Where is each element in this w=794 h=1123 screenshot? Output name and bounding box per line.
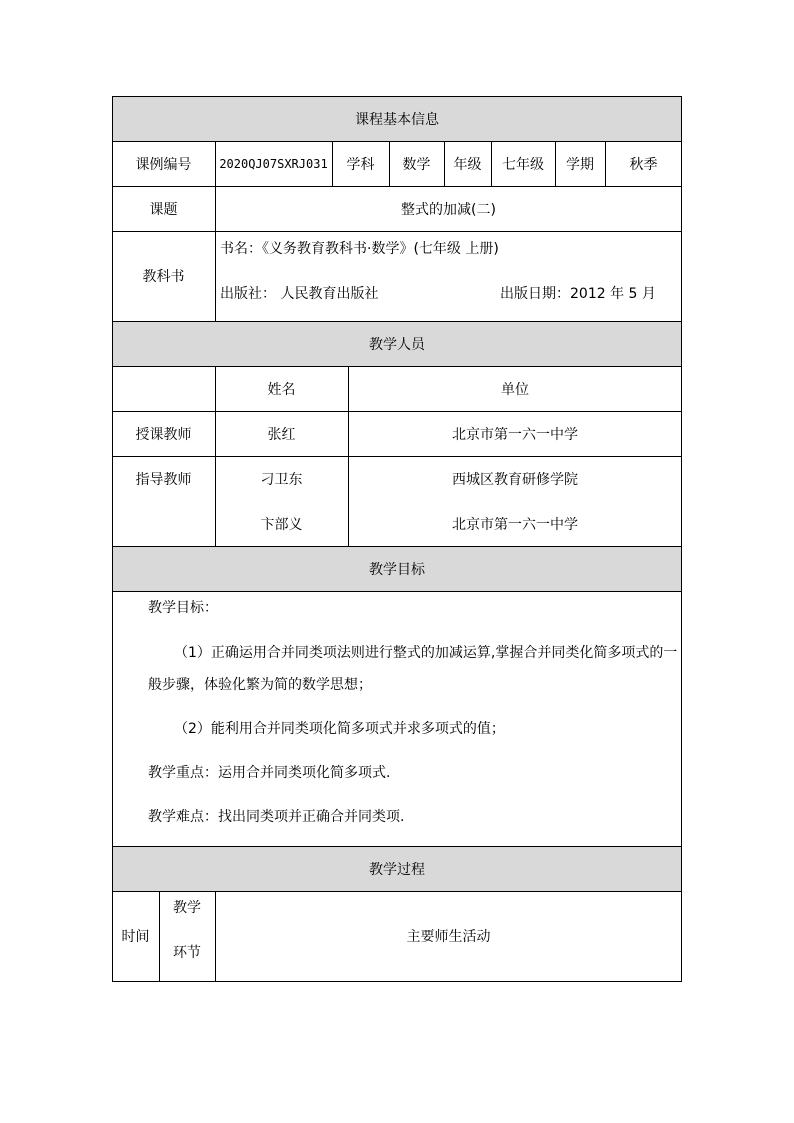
goals-header [112,546,682,591]
guide2-name: 卞部义 [260,516,303,533]
stage-col-header-line1: 教学 [173,900,201,916]
grid-line [112,456,682,457]
grade-value: 七年级 [502,156,544,173]
teacher-name: 张红 [267,426,296,443]
grid-line [112,96,113,982]
grid-line [389,141,390,186]
grid-line [112,231,682,232]
publisher: 出版社： 人民教育出版社 [220,286,379,302]
publish-date: 出版日期：2012 年 5 月 [500,286,656,302]
grid-line [348,366,349,546]
guide1-name: 刁卫东 [260,471,303,488]
guide2-unit: 北京市第一六一中学 [452,516,578,533]
goal2: （2）能利用合并同类项化简多项式并求多项式的值； [174,721,505,737]
grid-line [112,846,682,847]
lesson-info-table [112,96,682,982]
grade-label: 年级 [453,156,482,173]
teacher-label: 授课教师 [135,426,192,443]
grid-line [215,891,216,981]
staff-name-col-header: 姓名 [267,381,296,398]
subject-label: 学科 [346,156,375,173]
grid-line [112,141,682,142]
staff-header [112,321,682,366]
key-point: 教学重点：运用合并同类项化简多项式. [148,765,391,781]
grid-line [112,591,682,592]
grid-line [112,366,682,367]
guide1-unit: 西城区教育研修学院 [452,471,578,488]
grid-line [332,141,333,186]
basic-info-header-text: 课程基本信息 [355,111,439,128]
grid-line [159,891,160,981]
grid-line [605,141,606,186]
grid-line [491,141,492,186]
grid-line [681,96,682,982]
grid-line [112,546,682,547]
subject-value: 数学 [402,156,431,173]
staff-unit-col-header: 单位 [501,381,529,398]
term-label: 学期 [566,156,594,173]
basic-info-header [112,96,682,141]
difficulty-point: 教学难点：找出同类项并正确合并同类项. [148,809,405,825]
grid-line [215,366,216,546]
goals-header-text: 教学目标 [369,561,425,578]
teacher-unit: 北京市第一六一中学 [452,426,578,443]
activity-col-header: 主要师生活动 [406,929,491,945]
grid-line [112,186,682,187]
lesson-id-value: 2020QJ07SXRJ031 [219,156,328,171]
grid-line [112,411,682,412]
time-col-header: 时间 [121,929,150,945]
goals-intro: 教学目标： [148,600,218,616]
stage-col-header-line2: 环节 [173,945,201,961]
grid-line [555,141,556,186]
grid-line [112,321,682,322]
topic-label: 课题 [149,201,178,218]
goal1-line2: 般步骤，体验化繁为简的数学思想； [148,677,372,693]
grid-line [112,981,682,982]
staff-header-text: 教学人员 [369,336,425,353]
lesson-id-label: 课例编号 [135,156,192,173]
textbook-title: 书名：《义务教育教科书·数学》(七年级 上册) [220,241,499,257]
term-value: 秋季 [629,156,658,173]
grid-line [215,141,216,321]
textbook-label: 教科书 [142,269,185,285]
goal1-line1: （1）正确运用合并同类项法则进行整式的加减运算,掌握合并同类化简多项式的一 [174,645,678,661]
process-header-text: 教学过程 [369,861,425,878]
process-header [112,846,682,891]
guide-label: 指导教师 [135,471,192,488]
grid-line [112,891,682,892]
topic-value: 整式的加减(二) [401,201,496,218]
grid-line [444,141,445,186]
grid-line [112,96,682,97]
